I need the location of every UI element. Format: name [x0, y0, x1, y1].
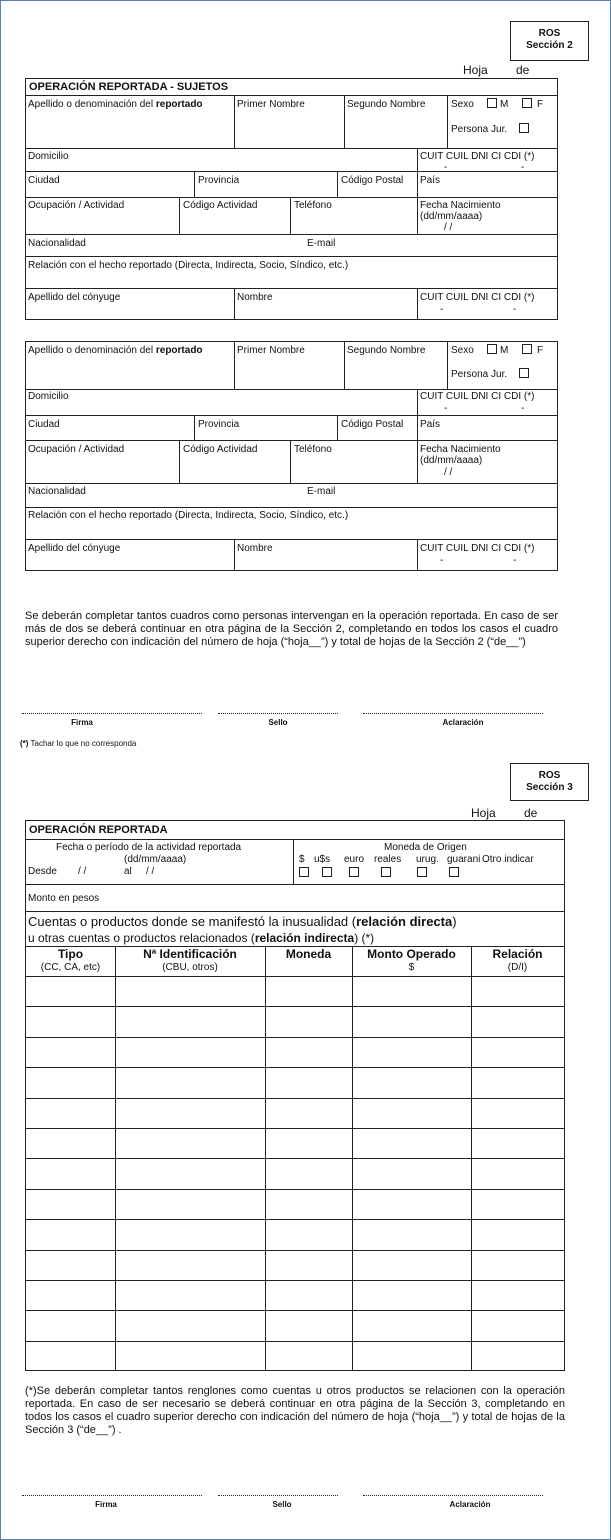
table-cell[interactable] [471, 1250, 564, 1280]
person-block-1 [25, 78, 558, 320]
currency-checkbox[interactable] [381, 867, 391, 877]
al-slashes: / / [146, 866, 155, 877]
table-cell[interactable] [352, 1037, 471, 1067]
currency-checkbox[interactable] [417, 867, 427, 877]
column-header: Relación [492, 947, 543, 961]
table-cell[interactable] [265, 1280, 352, 1310]
desde-slashes: / / [78, 866, 87, 877]
table-cell[interactable] [115, 976, 265, 1006]
table-cell[interactable] [471, 1280, 564, 1310]
codigo-actividad-label: Código Actividad [183, 444, 258, 455]
table-cell[interactable] [352, 1067, 471, 1097]
currency-label: u$s [314, 854, 331, 865]
sexo-m-label: M [500, 99, 509, 110]
domicilio-label: Domicilio [28, 391, 69, 402]
table-cell[interactable] [471, 1341, 564, 1371]
fecha-nacimiento-label: Fecha Nacimiento [420, 200, 501, 211]
fecha-formato-label: (dd/mm/aaaa) [124, 854, 187, 865]
firma-line[interactable] [22, 1495, 202, 1496]
table-cell[interactable] [471, 1219, 564, 1249]
table-cell[interactable] [265, 976, 352, 1006]
currency-label: reales [374, 854, 402, 865]
table-cell[interactable] [115, 1128, 265, 1158]
sello-line[interactable] [218, 713, 338, 714]
table-cell[interactable] [26, 1189, 115, 1219]
table-cell[interactable] [26, 1037, 115, 1067]
cuit-conyuge-dash-2: - [513, 555, 517, 566]
persona-jur-checkbox[interactable] [519, 368, 529, 378]
relacion-label: Relación con el hecho reportado (Directa, Indirecta, Socio, Síndico, etc.) [28, 510, 349, 521]
column-subheader: (D/I) [507, 962, 528, 973]
column-header: Tipo [57, 947, 84, 961]
sexo-label: Sexo [451, 99, 474, 110]
codigo-actividad-label: Código Actividad [183, 200, 258, 211]
table-cell[interactable] [265, 1067, 352, 1097]
table-cell[interactable] [26, 1250, 115, 1280]
persona-jur-checkbox[interactable] [519, 123, 529, 133]
otro-indicar-label: Otro indicar [482, 854, 534, 865]
cuit-conyuge-dash-2: - [513, 304, 517, 315]
table-cell[interactable] [352, 1006, 471, 1036]
aclaracion-line[interactable] [363, 1495, 543, 1496]
nombre-conyuge-label: Nombre [237, 292, 273, 303]
form-title: OPERACIÓN REPORTADA - SUJETOS [29, 81, 229, 93]
cuit-dash-1: - [444, 403, 448, 414]
table-cell[interactable] [265, 1341, 352, 1371]
sexo-f-label: F [537, 345, 544, 356]
aclaracion-label: Aclaración [442, 718, 484, 727]
table-cell[interactable] [26, 976, 115, 1006]
table-cell[interactable] [26, 1067, 115, 1097]
table-cell[interactable] [265, 1037, 352, 1067]
nacionalidad-label: Nacionalidad [28, 486, 86, 497]
cuit-conyuge-label: CUIT CUIL DNI CI CDI (*) [420, 292, 535, 303]
table-cell[interactable] [471, 1310, 564, 1340]
domicilio-label: Domicilio [28, 151, 69, 162]
table-cell[interactable] [115, 1158, 265, 1188]
persona-jur-label: Persona Jur. [451, 369, 508, 380]
table-cell[interactable] [471, 1006, 564, 1036]
sexo-f-checkbox[interactable] [522, 344, 532, 354]
table-cell[interactable] [26, 1128, 115, 1158]
cuentas-line-2: u otras cuentas o productos relacionados (relación indirecta) (*) [28, 931, 375, 945]
table-cell[interactable] [265, 1219, 352, 1249]
ocupacion-label: Ocupación / Actividad [28, 444, 125, 455]
primer-nombre-label: Primer Nombre [237, 99, 305, 110]
table-cell[interactable] [352, 1341, 471, 1371]
codigo-postal-label: Código Postal [341, 419, 404, 430]
table-cell[interactable] [265, 1310, 352, 1340]
cuit-conyuge-dash-1: - [440, 304, 444, 315]
aclaracion-line[interactable] [363, 713, 543, 714]
segundo-nombre-label: Segundo Nombre [347, 99, 426, 110]
ros-section-3-box [510, 763, 589, 801]
currency-label: urug. [416, 854, 439, 865]
ros-title: ROS [538, 28, 561, 39]
cuit-label: CUIT CUIL DNI CI CDI (*) [420, 151, 535, 162]
currency-checkbox[interactable] [322, 867, 332, 877]
column-subheader: (CC, CA, etc) [40, 962, 101, 973]
section-2-instructions: Se deberán completar tantos cuadros como personas intervengan en la operación reportada. En caso de ser más de dos se deberá continuar en otra página de la Sección 2, completando en todos los casos el cuadro superior derecho con indicación del número de hoja (“hoja__”) y total de hojas de la Sección 2 (“de__”) [25, 610, 558, 648]
table-cell[interactable] [26, 1158, 115, 1188]
table-cell[interactable] [26, 1219, 115, 1249]
section-3-instructions: (*)Se deberán completar tantos renglones como cuentas u otros productos se relacionen con la operación reportada. En caso de ser necesario se deberá continuar en otra página de la Sección 3, completando en todos los casos el cuadro superior derecho con indicación del número de hoja (“hoja__”) y total de hojas de la Sección 3 (“de__”) . [25, 1385, 565, 1436]
table-cell[interactable] [352, 1098, 471, 1128]
apellido-label: Apellido o denominación del reportado [28, 99, 203, 110]
sexo-f-checkbox[interactable] [522, 98, 532, 108]
ciudad-label: Ciudad [28, 175, 60, 186]
cuit-dash-2: - [521, 403, 525, 414]
ros-subtitle: Sección 2 [526, 40, 573, 51]
footnote: (*) Tachar lo que no corresponda [20, 739, 137, 748]
table-cell[interactable] [115, 1189, 265, 1219]
table-cell[interactable] [471, 1189, 564, 1219]
currency-label: $ [299, 854, 305, 865]
cuit-label: CUIT CUIL DNI CI CDI (*) [420, 391, 535, 402]
currency-label: guarani [447, 854, 481, 865]
table-cell[interactable] [471, 1067, 564, 1097]
sexo-m-label: M [500, 345, 509, 356]
column-header: Nª Identificación [143, 947, 237, 961]
cuit-conyuge-label: CUIT CUIL DNI CI CDI (*) [420, 543, 535, 554]
moneda-origen-label: Moneda de Origen [384, 842, 467, 853]
nombre-conyuge-label: Nombre [237, 543, 273, 554]
de-label: de [524, 806, 538, 820]
table-cell[interactable] [471, 1128, 564, 1158]
pais-label: País [420, 419, 441, 430]
table-cell[interactable] [26, 1310, 115, 1340]
apellido-conyuge-label: Apellido del cónyuge [28, 543, 121, 554]
ocupacion-label: Ocupación / Actividad [28, 200, 125, 211]
table-cell[interactable] [265, 1250, 352, 1280]
fecha-nacimiento-label: Fecha Nacimiento [420, 444, 501, 455]
table-cell[interactable] [352, 1280, 471, 1310]
aclaracion-label: Aclaración [449, 1500, 491, 1509]
hoja-label: Hoja [463, 63, 488, 77]
table-cell[interactable] [115, 1219, 265, 1249]
table-cell[interactable] [471, 1037, 564, 1067]
table-cell[interactable] [115, 1250, 265, 1280]
fecha-slashes: / / [444, 467, 453, 478]
codigo-postal-label: Código Postal [341, 175, 404, 186]
table-cell[interactable] [115, 1098, 265, 1128]
table-cell[interactable] [352, 1189, 471, 1219]
table-cell[interactable] [115, 1037, 265, 1067]
table-cell[interactable] [265, 1098, 352, 1128]
pais-label: País [420, 175, 441, 186]
table-cell[interactable] [352, 1250, 471, 1280]
firma-label: Firma [95, 1500, 117, 1509]
form-title: OPERACIÓN REPORTADA [29, 824, 168, 836]
monto-pesos-label: Monto en pesos [28, 893, 100, 904]
cuit-conyuge-dash-1: - [440, 555, 444, 566]
sexo-m-checkbox[interactable] [487, 98, 497, 108]
operacion-reportada-table [25, 820, 565, 1371]
ros-title: ROS [538, 770, 561, 781]
currency-checkbox[interactable] [449, 867, 459, 877]
currency-checkbox[interactable] [299, 867, 309, 877]
table-cell[interactable] [26, 1006, 115, 1036]
table-cell[interactable] [352, 1310, 471, 1340]
ros-subtitle: Sección 3 [526, 782, 573, 793]
table-cell[interactable] [352, 1219, 471, 1249]
table-cell[interactable] [26, 1341, 115, 1371]
table-cell[interactable] [115, 1341, 265, 1371]
table-cell[interactable] [115, 1280, 265, 1310]
table-cell[interactable] [352, 976, 471, 1006]
column-subheader: $ [408, 962, 415, 973]
desde-label: Desde [28, 866, 57, 877]
table-cell[interactable] [265, 1158, 352, 1188]
table-cell[interactable] [471, 1098, 564, 1128]
cuentas-line-1: Cuentas o productos donde se manifestó la inusualidad (relación directa) [28, 914, 457, 929]
cuit-dash-1: - [444, 162, 448, 173]
segundo-nombre-label: Segundo Nombre [347, 345, 426, 356]
table-cell[interactable] [115, 1006, 265, 1036]
column-header: Monto Operado [367, 947, 456, 961]
sello-label: Sello [268, 718, 288, 727]
de-label: de [516, 63, 530, 77]
table-cell[interactable] [471, 976, 564, 1006]
telefono-label: Teléfono [294, 444, 332, 455]
firma-label: Firma [71, 718, 93, 727]
table-cell[interactable] [471, 1158, 564, 1188]
sexo-f-label: F [537, 99, 544, 110]
sello-line[interactable] [218, 1495, 338, 1496]
table-cell[interactable] [26, 1280, 115, 1310]
currency-label: euro [344, 854, 365, 865]
fecha-formato-label: (dd/mm/aaaa) [420, 455, 483, 466]
table-cell[interactable] [265, 1128, 352, 1158]
column-subheader: (CBU, otros) [162, 962, 218, 973]
currency-checkbox[interactable] [349, 867, 359, 877]
ros-section-2-box [510, 21, 589, 61]
al-label: al [124, 866, 132, 877]
email-label: E-mail [307, 238, 336, 249]
fecha-formato-label: (dd/mm/aaaa) [420, 211, 483, 222]
table-cell[interactable] [115, 1310, 265, 1340]
provincia-label: Provincia [198, 419, 240, 430]
fecha-slashes: / / [444, 222, 453, 233]
fecha-periodo-label: Fecha o período de la actividad reportada [56, 842, 242, 853]
sexo-m-checkbox[interactable] [487, 344, 497, 354]
persona-jur-label: Persona Jur. [451, 124, 508, 135]
table-cell[interactable] [265, 1006, 352, 1036]
provincia-label: Provincia [198, 175, 240, 186]
email-label: E-mail [307, 486, 336, 497]
table-cell[interactable] [352, 1128, 471, 1158]
table-cell[interactable] [265, 1189, 352, 1219]
table-cell[interactable] [352, 1158, 471, 1188]
apellido-conyuge-label: Apellido del cónyuge [28, 292, 121, 303]
person-block-2 [25, 341, 558, 571]
column-header: Moneda [285, 947, 332, 961]
relacion-label: Relación con el hecho reportado (Directa, Indirecta, Socio, Síndico, etc.) [28, 260, 349, 271]
table-cell[interactable] [115, 1067, 265, 1097]
cuit-dash-2: - [521, 162, 525, 173]
hoja-label: Hoja [471, 806, 496, 820]
nacionalidad-label: Nacionalidad [28, 238, 86, 249]
firma-line[interactable] [22, 713, 202, 714]
sexo-label: Sexo [451, 345, 474, 356]
sello-label: Sello [272, 1500, 292, 1509]
apellido-label: Apellido o denominación del reportado [28, 345, 203, 356]
ciudad-label: Ciudad [28, 419, 60, 430]
primer-nombre-label: Primer Nombre [237, 345, 305, 356]
table-cell[interactable] [26, 1098, 115, 1128]
telefono-label: Teléfono [294, 200, 332, 211]
